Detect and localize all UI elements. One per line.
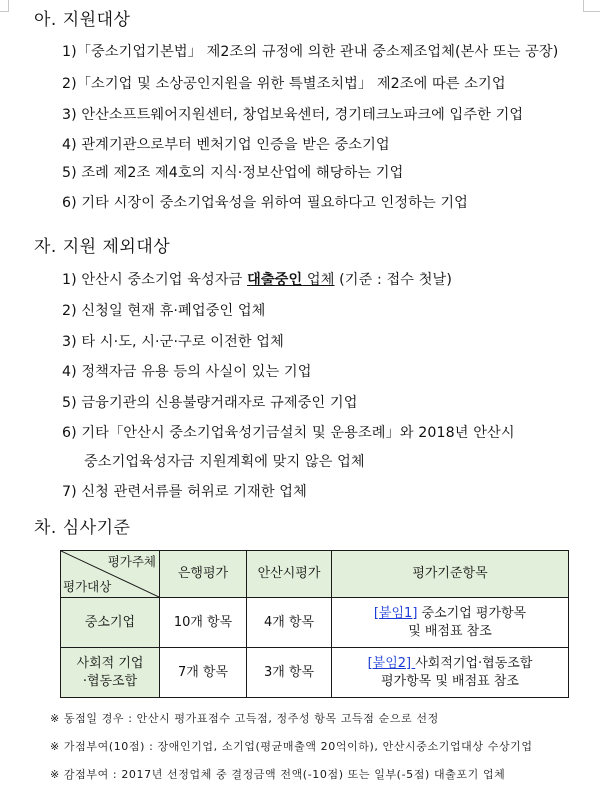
support-target-item-5: 5) 조례 제2조 제4호의 지식·정보산업에 해당하는 기업: [62, 165, 404, 181]
excluded-target-item-1: [62, 271, 452, 289]
section-heading-review-criteria: 차. 심사기준: [34, 518, 131, 538]
attachment-1-link[interactable]: [붙임1]: [373, 605, 418, 621]
row-target-label: 중소기업: [84, 614, 136, 630]
support-target-item-2: 2)「소기업 및 소상공인지원을 위한 특별조치법」 제2조에 따른 소기업: [62, 76, 506, 92]
note-bonus-points: ※ 가점부여(10점) : 장애인기업, 소기업(평균매출액 20억이하), 안산시중소기업대상 수상기업: [50, 740, 533, 753]
excluded-target-item-6-continuation: 중소기업육성자금 지원계획에 맞지 않은 업체: [84, 454, 365, 470]
excluded-item-1-prefix: 1) 안산시 중소기업 육성자금: [62, 272, 248, 288]
support-target-item-1: 1)「중소기업기본법」 제2조의 규정에 의한 관내 중소제조업체(본사 또는 공장): [62, 44, 559, 60]
support-target-item-3: 3) 안산소프트웨어지원센터, 창업보육센터, 경기테크노파크에 입주한 기업: [62, 107, 524, 123]
row-bank-count: 7개 항목: [160, 648, 247, 698]
page-corner-mark-left: [0, 0, 9, 12]
row-criteria: [332, 598, 569, 648]
excluded-target-item-3: 3) 타 시·도, 시·군·구로 이전한 업체: [62, 334, 284, 350]
note-penalty-points: ※ 감점부여 : 2017년 선정업체 중 결정금액 전액(-10점) 또는 일부(-5점) 대출포기 업체: [50, 768, 506, 781]
table-row: [61, 648, 569, 698]
table-row: [61, 598, 569, 648]
row-city-count: 3개 항목: [247, 648, 332, 698]
header-bank-evaluation: 은행평가: [160, 551, 247, 598]
excluded-target-item-5: 5) 금융기관의 신용불량거래자로 규제중인 기업: [62, 395, 358, 411]
note-tie-break: ※ 동점일 경우 : 안산시 평가표점수 고득점, 정주성 항목 고득점 순으로 선정: [50, 712, 439, 725]
section-heading-support-targets: 아. 지원대상: [34, 10, 131, 30]
row-city-count: 4개 항목: [247, 598, 332, 648]
row-criteria-line1: 사회적기업·협동조합: [415, 655, 533, 671]
section-heading-excluded-targets: 자. 지원 제외대상: [34, 237, 171, 257]
table-header-row: [61, 551, 569, 598]
excluded-item-1-suffix: (기준 : 접수 첫날): [334, 272, 452, 288]
excluded-target-item-2: 2) 신청일 현재 휴·폐업중인 업체: [62, 303, 266, 319]
row-criteria-line2: 및 배점표 참조: [408, 623, 492, 639]
row-target-label: 사회적 기업: [76, 655, 144, 671]
header-criteria-items: 평가기준항목: [332, 551, 569, 598]
excluded-item-1-emphasis: 대출중인: [247, 272, 303, 288]
excluded-target-item-7: 7) 신청 관련서류를 허위로 기재한 업체: [62, 484, 307, 500]
support-target-item-4: 4) 관계기관으로부터 벤처기업 인증을 받은 중소기업: [62, 137, 390, 153]
excluded-target-item-4: 4) 정책자금 유용 등의 사실이 있는 기업: [62, 364, 312, 380]
header-city-evaluation: 안산시평가: [247, 551, 332, 598]
excluded-item-1-underlined: 업체: [302, 272, 335, 288]
row-criteria-line2: 평가항목 및 배점표 참조: [381, 673, 519, 689]
attachment-2-link[interactable]: [붙임2]: [367, 655, 416, 671]
row-criteria: [332, 648, 569, 698]
table-corner-cell: [61, 551, 160, 598]
page-corner-mark-right: [583, 0, 600, 12]
row-criteria-line1: 중소기업 평가항목: [417, 605, 527, 621]
row-bank-count: 10개 항목: [160, 598, 247, 648]
support-target-item-6: 6) 기타 시장이 중소기업육성을 위하여 필요하다고 인정하는 기업: [62, 195, 468, 211]
row-target-label-line2: ·협동조합: [82, 673, 138, 689]
excluded-target-item-6: 6) 기타「안산시 중소기업육성기금설치 및 운용조례」와 2018년 안산시: [62, 425, 515, 441]
row-target-social-enterprise: [61, 648, 160, 698]
corner-label-evaluated: 평가대상: [63, 579, 112, 594]
corner-label-evaluator: 평가주체: [107, 554, 156, 569]
row-target-sme: [61, 598, 160, 648]
review-criteria-table: [60, 550, 569, 698]
